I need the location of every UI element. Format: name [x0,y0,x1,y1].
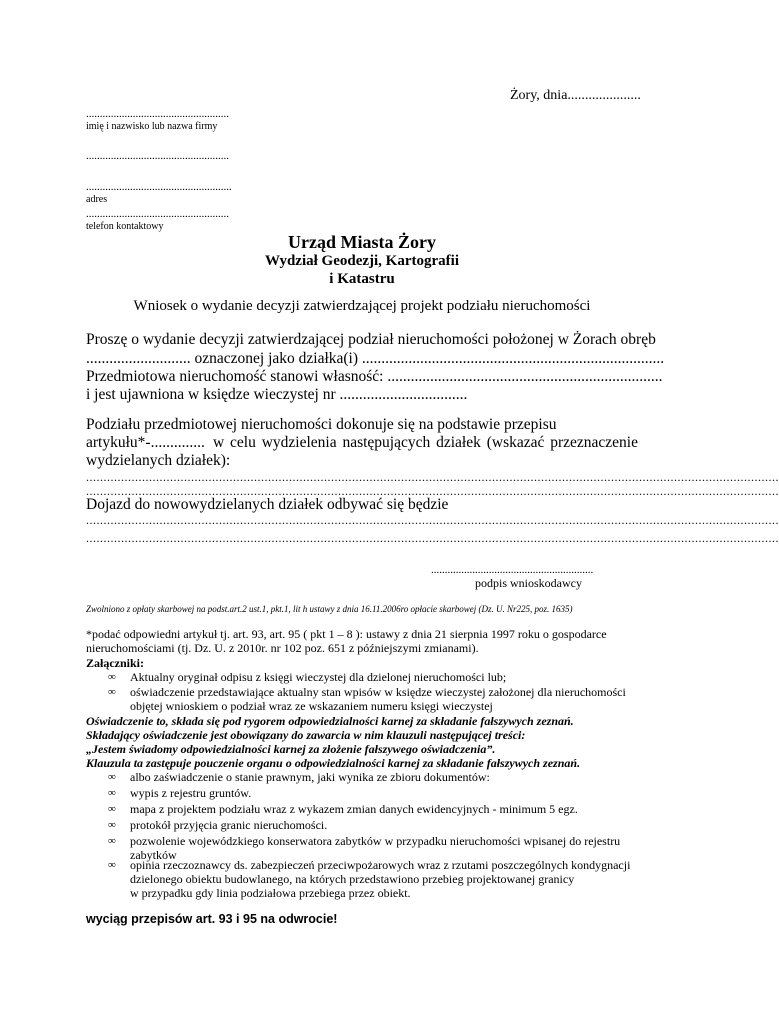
reverse-side-note: wyciąg przepisów art. 93 i 95 na odwrocie! [86,912,338,926]
bullet-icon: ∞ [108,819,116,831]
phone-field[interactable]: .................................................... [86,208,229,220]
attachments-heading: Załączniki: [86,656,145,670]
basis-line-3: wydzielanych działek): [86,452,231,469]
bullet-icon: ∞ [108,671,116,683]
parcels-purpose-field-1[interactable]: ...................................................................................................................................................................................................... [86,470,779,484]
date-line: Żory, dnia..................... [510,88,641,103]
bullet-icon: ∞ [108,803,116,815]
declaration-line-3: „Jestem świadomy odpowiedzialności karnej za złożenie fałszywego oświadczenia”. [86,742,496,756]
signature-field[interactable]: ........................................................... [431,564,594,576]
request-title: Wniosek o wydanie decyzji zatwierdzającej projekt podziału nieruchomości [133,298,591,314]
name-field[interactable]: .................................................... [86,108,229,120]
article-field[interactable]: artykułu*-.............. [86,434,205,451]
parcels-purpose-field-2[interactable]: ...................................................................................................................................................................................................... [86,484,779,498]
extra-item-3: mapa z projektem podziału wraz z wykazem zmian danych ewidencyjnych - minimum 5 egz. [130,802,578,816]
bullet-icon: ∞ [108,686,116,698]
extra-item-1: albo zaświadczenie o stanie prawnym, jaki wynika ze zbioru dokumentów: [130,770,490,784]
bullet-icon: ∞ [108,771,116,783]
extra-item-5-line-2: zabytków [130,848,177,862]
address-field-label: adres [86,194,108,205]
declaration-line-1: Oświadczenie to, składa się pod rygorem odpowiedzialności karnej za składanie fałszywych zeznań. [86,714,574,728]
attachment-item-1: Aktualny oryginał odpisu z księgi wieczystej dla dzielonej nieruchomości lub; [130,670,507,684]
land-register-field-line[interactable]: i jest ujawniona w księdze wieczystej nr ................................. [86,386,468,403]
ownership-field-line[interactable]: Przedmiotowa nieruchomość stanowi własność: ....................................................................... [86,368,663,385]
footnote-line-2: nieruchomościami (tj. Dz. U. z 2010r. nr 102 poz. 651 z późniejszymi zmianami). [86,641,479,655]
fee-exemption-note: Zwolniono z opłaty skarbowej na podst.art.2 ust.1, pkt.1, lit h ustawy z dnia 16.11.2006ro opłacie skarbowej (Dz. U. Nr225, poz. 1635) [86,604,573,614]
extra-item-5-line-1: pozwolenie wojewódzkiego konserwatora zabytków w przypadku nieruchomości wpisanej do rejestru [130,834,621,848]
attachment-item-2-line-1: oświadczenie przedstawiające aktualny stan wpisów w księdze wieczystej założonej dla nieruchomości [130,685,626,699]
parcel-field-line[interactable]: ........................... oznaczonej jako działka(i) .............................................................................. [86,350,665,367]
address-field[interactable]: ..................................................... [86,181,232,193]
access-field-1[interactable]: ...................................................................................................................................................................................................... [86,513,779,527]
basis-line-1: Podziału przedmiotowej nieruchomości dokonuje się na podstawie przepisu [86,416,557,433]
extra-item-6-line-1: opinia rzeczoznawcy ds. zabezpieczeń przeciwpożarowych wraz z rzutami poszczególnych kondygnacji [130,858,631,872]
access-line: Dojazd do nowowydzielanych działek odbywać się będzie [86,496,449,513]
department-line-2: i Katastru [329,271,395,287]
attachment-item-2-line-2: objętej wnioskiem o podział wraz ze wskazaniem numeru księgi wieczystej [130,699,493,713]
access-field-2[interactable]: ...................................................................................................................................................................................................... [86,531,779,545]
signature-label: podpis wnioskodawcy [475,576,582,590]
name-field-label: imię i nazwisko lub nazwa firmy [86,121,218,132]
name-field-continued[interactable]: .................................................... [86,150,229,162]
footnote-line-1: *podać odpowiedni artykuł tj. art. 93, art. 95 ( pkt 1 – 8 ): ustawy z dnia 21 sierpnia 1997 roku o gospodarce [86,627,607,641]
bullet-icon: ∞ [108,859,116,871]
extra-item-6-line-3: w przypadku gdy linia podziałowa przebiega przez obiekt. [130,886,411,900]
request-line-1: Proszę o wydanie decyzji zatwierdzającej podział nieruchomości położonej w Żorach obręb [86,331,656,348]
basis-line-2: w celu wydzielenia następujących działek (wskazać przeznaczenie [213,434,638,451]
extra-item-6-line-2: dzielonego obiektu budowlanego, na których przedstawiono przebieg projektowanej granicy [130,872,575,886]
phone-field-label: telefon kontaktowy [86,221,164,232]
bullet-icon: ∞ [108,787,116,799]
department-line-1: Wydział Geodezji, Kartografii [265,253,459,269]
extra-item-4: protokół przyjęcia granic nieruchomości. [130,818,328,832]
declaration-line-4: Klauzula ta zastępuje pouczenie organu o odpowiedzialności karnej za składanie fałszywych zeznań. [86,756,581,770]
declaration-line-2: Składający oświadczenie jest obowiązany do zawarcia w nim klauzuli następującej treści: [86,728,526,742]
bullet-icon: ∞ [108,835,116,847]
office-name: Urząd Miasta Żory [288,232,436,252]
extra-item-2: wypis z rejestru gruntów. [130,786,252,800]
